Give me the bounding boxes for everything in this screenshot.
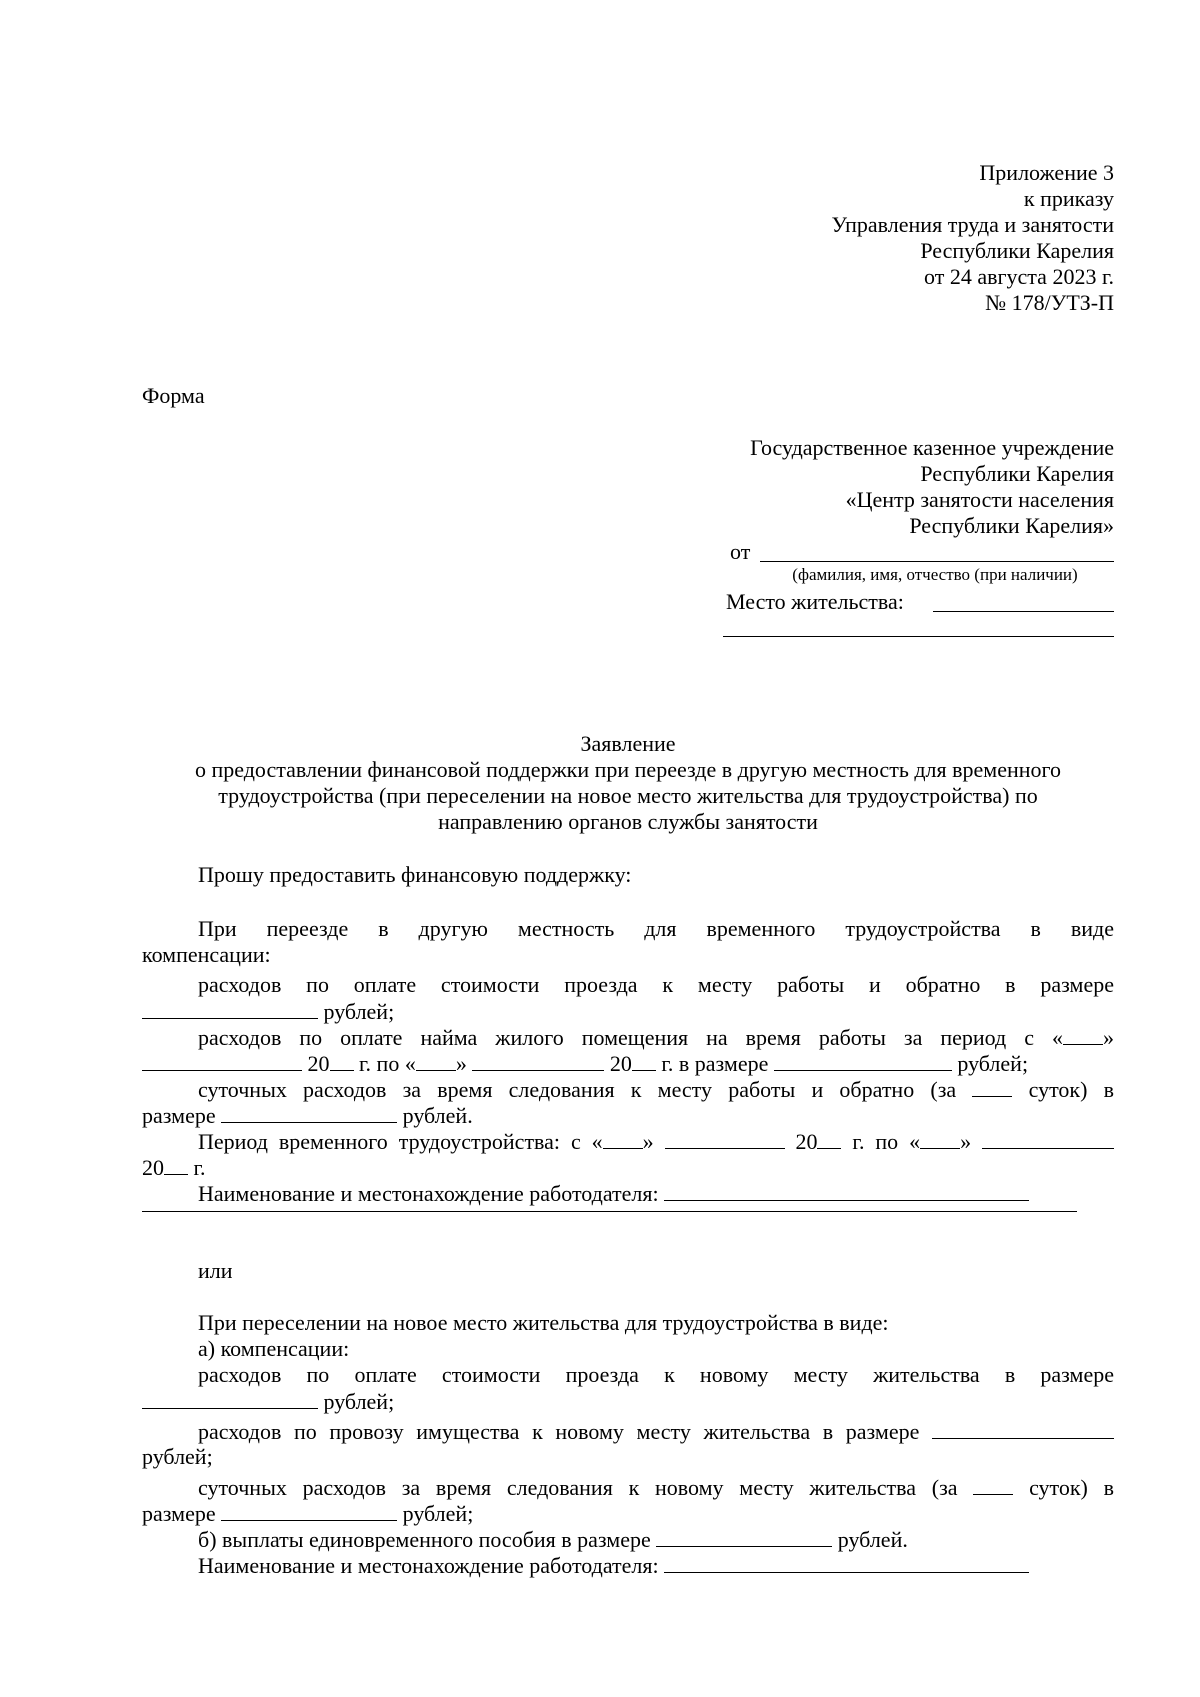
temp-daily-days-field[interactable] <box>972 1076 1012 1097</box>
move-travel-amount-line <box>142 1388 394 1415</box>
rub-label: рублей; <box>957 1051 1029 1076</box>
year-prefix: 20 <box>142 1155 164 1180</box>
move-allowance-amount-field[interactable] <box>656 1526 832 1547</box>
rent-from-month-field[interactable] <box>142 1050 302 1071</box>
quote-close: » <box>1103 1025 1114 1050</box>
statement-subtitle-2: трудоустройства (при переселении на новое место жительства для трудоустройства) по <box>218 783 1038 808</box>
temp-move-paragraph-cont: компенсации: <box>142 942 271 967</box>
rent-from-day-field[interactable] <box>1063 1024 1103 1045</box>
statement-subtitle-1: о предоставлении финансовой поддержки при переезде в другую местность для временного <box>194 757 1061 782</box>
temp-daily-label: суточных расходов за время следования к месту работы и обратно (за <box>198 1077 957 1102</box>
temp-period-label: Период временного трудоустройства: с « <box>198 1129 603 1154</box>
or-separator: или <box>198 1258 233 1283</box>
move-daily-line <box>198 1474 1114 1501</box>
period-to-month-field[interactable] <box>982 1128 1114 1149</box>
move-daily-days-field[interactable] <box>973 1474 1013 1495</box>
move-paragraph: При переселении на новое место жительства для трудоустройства в виде: <box>198 1310 889 1335</box>
residence-field-continued[interactable] <box>723 636 1114 637</box>
period-to-year-field[interactable] <box>164 1154 188 1175</box>
year-prefix: 20 <box>609 1051 632 1076</box>
addressee-line-1: Государственное казенное учреждение <box>750 435 1114 460</box>
statement-subtitle-3: направлению органов службы занятости <box>438 809 818 834</box>
period-from-day-field[interactable] <box>603 1128 643 1149</box>
temp-travel-amount-field[interactable] <box>142 998 318 1019</box>
move-goods-label: расходов по провозу имущества к новому месту жительства в размере <box>198 1419 920 1444</box>
to-label: г. по « <box>359 1051 416 1076</box>
rent-from-year-field[interactable] <box>330 1050 354 1071</box>
rent-to-month-field[interactable] <box>472 1050 604 1071</box>
temp-rent-line <box>198 1024 1114 1051</box>
appendix-authority: Управления труда и занятости <box>831 212 1114 237</box>
addressee-line-4: Республики Карелия» <box>909 513 1114 538</box>
year-prefix: 20 <box>307 1051 330 1076</box>
temp-daily-amount-line <box>142 1102 473 1129</box>
amount-word: размере <box>142 1103 216 1128</box>
move-goods-line <box>198 1418 1114 1445</box>
to-label: г. по « <box>852 1129 921 1154</box>
move-compensation-label: а) компенсации: <box>198 1336 350 1361</box>
rub-label: рублей; <box>323 999 395 1024</box>
addressee-line-2: Республики Карелия <box>920 461 1114 486</box>
rent-to-day-field[interactable] <box>416 1050 456 1071</box>
temp-daily-amount-field[interactable] <box>221 1102 397 1123</box>
request-paragraph: Прошу предоставить финансовую поддержку: <box>198 862 632 887</box>
temp-travel-amount-line <box>142 998 394 1025</box>
temp-period-year-line <box>142 1154 206 1181</box>
form-label: Форма <box>142 383 205 408</box>
move-daily-amount-line <box>142 1500 473 1527</box>
quote-close: » <box>455 1051 467 1076</box>
period-from-month-field[interactable] <box>665 1128 785 1149</box>
from-name-hint: (фамилия, имя, отчество (при наличии) <box>792 565 1078 584</box>
period-to-day-field[interactable] <box>920 1128 960 1149</box>
temp-rent-period-line <box>142 1050 1028 1077</box>
employer-label: Наименование и местонахождение работодателя: <box>198 1553 659 1578</box>
move-employer-line <box>198 1552 1029 1579</box>
year-prefix: 20 <box>795 1129 818 1154</box>
move-daily-label: суточных расходов за время следования к новому месту жительства (за <box>198 1475 958 1500</box>
addressee-line-3: «Центр занятости населения <box>845 487 1114 512</box>
period-from-year-field[interactable] <box>817 1128 841 1149</box>
statement-title: Заявление <box>580 731 676 756</box>
employer-label: Наименование и местонахождение работодателя: <box>198 1181 659 1206</box>
rub-semicolon-label: рублей; <box>402 1501 474 1526</box>
appendix-republic: Республики Карелия <box>920 238 1114 263</box>
residence-field[interactable] <box>933 611 1114 612</box>
temp-period-line <box>198 1128 1114 1155</box>
from-label: от <box>730 539 751 564</box>
rubley-dot-label: рублей. <box>837 1527 908 1552</box>
appendix-order-number: № 178/УТЗ-П <box>985 290 1114 315</box>
temp-daily-line <box>198 1076 1114 1103</box>
quote-close: » <box>642 1129 654 1154</box>
move-goods-rub: рублей; <box>142 1444 213 1469</box>
move-allowance-label: б) выплаты единовременного пособия в размере <box>198 1527 651 1552</box>
move-travel-costs: расходов по оплате стоимости проезда к новому месту жительства в размере <box>198 1362 1114 1387</box>
rub-dot-label: рублей. <box>402 1103 473 1128</box>
quote-close: » <box>960 1129 972 1154</box>
amount-label: г. в размере <box>661 1051 769 1076</box>
temp-rent-label: расходов по оплате найма жилого помещения на время работы за период с « <box>198 1025 1063 1050</box>
move-goods-amount-field[interactable] <box>932 1418 1114 1439</box>
residence-label: Место жительства: <box>726 589 904 614</box>
temp-employer-line <box>198 1180 1029 1207</box>
days-label: суток) в <box>1029 1475 1115 1500</box>
temp-employer-field[interactable] <box>664 1180 1029 1201</box>
rent-amount-field[interactable] <box>774 1050 952 1071</box>
amount-word: размере <box>142 1501 216 1526</box>
move-daily-amount-field[interactable] <box>221 1500 397 1521</box>
days-label: суток) в <box>1028 1077 1114 1102</box>
temp-employer-field-continued[interactable] <box>142 1211 1077 1212</box>
rent-to-year-field[interactable] <box>632 1050 656 1071</box>
appendix-date: от 24 августа 2023 г. <box>924 264 1114 289</box>
temp-travel-costs: расходов по оплате стоимости проезда к месту работы и обратно в размере <box>198 972 1114 997</box>
year-suffix: г. <box>193 1155 206 1180</box>
move-travel-amount-field[interactable] <box>142 1388 318 1409</box>
temp-move-paragraph: При переезде в другую местность для временного трудоустройства в виде <box>198 916 1114 941</box>
move-allowance-line <box>198 1526 908 1553</box>
move-employer-field[interactable] <box>664 1552 1029 1573</box>
appendix-order-ref: к приказу <box>1023 186 1114 211</box>
appendix-number: Приложение 3 <box>979 160 1114 185</box>
rub-label: рублей; <box>323 1389 395 1414</box>
